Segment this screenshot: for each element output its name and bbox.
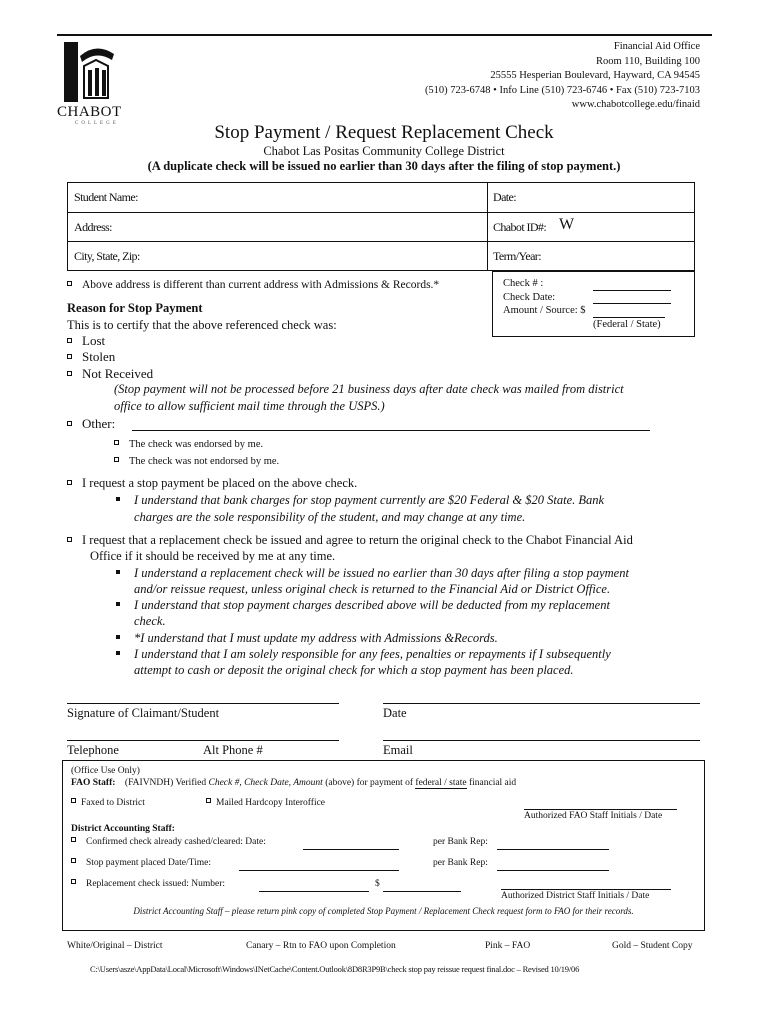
fao-initials-label: Authorized FAO Staff Initials / Date	[524, 811, 663, 821]
checkbox-icon[interactable]	[71, 858, 76, 863]
stolen-option[interactable]	[67, 349, 115, 365]
other-option[interactable]	[67, 416, 115, 432]
not-received-note-cont: office to allow sufficient mail time through the USPS.)	[114, 399, 385, 413]
checkbox-icon[interactable]	[71, 798, 76, 803]
not-received-note: (Stop payment will not be processed before 21 business days after date check was mailed from district	[114, 382, 624, 396]
logo-subword: COLLEGE	[75, 121, 119, 126]
per-bank-rep-label: per Bank Rep:	[433, 837, 488, 847]
faxed-option[interactable]	[71, 798, 145, 808]
signature-line[interactable]	[67, 703, 339, 704]
checkbox-icon[interactable]	[206, 798, 211, 803]
bullet-icon	[116, 570, 120, 574]
office-address	[425, 40, 700, 113]
logo-word: CHABOT	[57, 104, 122, 120]
address-field[interactable]: Address:	[74, 220, 112, 234]
signature-date-label: Date	[383, 706, 407, 720]
checkbox-icon[interactable]	[67, 371, 72, 376]
lost-option[interactable]	[67, 333, 105, 349]
other-reason-line[interactable]	[132, 430, 650, 431]
bullet-icon	[116, 602, 120, 606]
not-received-label: Not Received	[82, 366, 154, 381]
mailed-label: Mailed Hardcopy Interoffice	[216, 798, 326, 808]
request-replacement-option[interactable]	[67, 533, 633, 548]
office-use-box	[62, 760, 705, 931]
verified-post: (above) for payment of	[322, 778, 416, 788]
reason-intro: This is to certify that the above referenced check was:	[67, 318, 337, 332]
file-path: C:\Users\asze\AppData\Local\Microsoft\Windows\INetCache\Content.Outlook\8D8R3P9B\check stop pay reissue request final.doc – Revised 10/19/06	[90, 964, 580, 974]
signature-label: Signature of Claimant/Student	[67, 706, 220, 720]
check-date-line[interactable]	[593, 303, 671, 304]
bank-rep-line[interactable]	[497, 870, 609, 871]
stop-bullet	[116, 493, 604, 508]
checkbox-icon[interactable]	[114, 457, 119, 462]
check-number-line[interactable]	[593, 290, 671, 291]
not-received-option[interactable]	[67, 366, 153, 382]
checkbox-icon[interactable]	[67, 421, 72, 426]
address-line: Financial Aid Office	[613, 41, 700, 52]
amount-line[interactable]	[593, 317, 665, 318]
dollar-label: $	[375, 879, 380, 889]
replacement-issued-label: Replacement check issued: Number:	[86, 879, 226, 889]
copy-gold: Gold – Student Copy	[612, 941, 693, 951]
request-stop-option[interactable]	[67, 476, 357, 491]
per-bank-rep-label: per Bank Rep:	[433, 858, 488, 868]
lost-label: Lost	[82, 333, 106, 348]
table-row	[68, 183, 694, 212]
telephone-label: Telephone	[67, 743, 119, 757]
email-label: Email	[383, 743, 413, 757]
stop-placed-option[interactable]	[71, 858, 211, 868]
bullet-icon	[116, 651, 120, 655]
chabot-id-value: W	[559, 216, 575, 233]
form-subtitle: Chabot Las Positas Community College District	[263, 144, 505, 158]
request-stop-label: I request a stop payment be placed on the above check.	[82, 476, 358, 490]
form-title: Stop Payment / Request Replacement Check	[214, 122, 554, 143]
replacement-issued-option[interactable]	[71, 879, 225, 889]
replace-bullet-1	[116, 566, 629, 581]
responsibility-note-cont: attempt to cash or deposit the original check for which a stop payment has been placed.	[134, 663, 574, 677]
table-row	[68, 241, 694, 271]
replace-bullet-2	[116, 598, 610, 613]
telephone-line[interactable]	[67, 740, 339, 741]
address-line: (510) 723-6748 • Info Line (510) 723-6746 • Fax (510) 723-7103	[424, 84, 700, 96]
address-line: 25555 Hesperian Boulevard, Hayward, CA 94545	[490, 70, 700, 82]
verified-source: federal / state	[415, 778, 467, 788]
district-staff-label: District Accounting Staff:	[71, 824, 175, 834]
copy-pink: Pink – FAO	[485, 941, 531, 951]
address-different-option[interactable]	[67, 279, 439, 291]
student-info-table	[67, 182, 695, 271]
copy-white: White/Original – District	[67, 941, 163, 951]
fao-staff-label: FAO Staff:	[71, 778, 116, 788]
checkbox-icon[interactable]	[67, 480, 72, 485]
confirmed-cleared-label: Confirmed check already cashed/cleared: Date:	[86, 837, 266, 847]
bullet-icon	[116, 497, 120, 501]
student-name-field[interactable]: Student Name:	[74, 190, 138, 204]
amount-issued-line[interactable]	[383, 891, 461, 892]
website-link[interactable]: www.chabotcollege.edu/finaid	[571, 99, 700, 111]
endorsed-label: The check was endorsed by me.	[129, 439, 264, 450]
source-note: (Federal / State)	[593, 319, 661, 330]
copy-canary: Canary – Rtn to FAO upon Completion	[246, 941, 396, 951]
request-replacement-label: I request that a replacement check be issued and agree to return the original check to the Chabot Financial Aid	[82, 533, 633, 547]
checkbox-icon[interactable]	[71, 879, 76, 884]
city-state-zip-field[interactable]: City, State, Zip:	[74, 249, 140, 263]
verified-end: financial aid	[466, 778, 517, 788]
faxed-label: Faxed to District	[81, 798, 145, 808]
mailed-option[interactable]	[206, 798, 325, 808]
address-different-label: Above address is different than current address with Admissions & Records.*	[82, 279, 440, 291]
check-number-issued-line[interactable]	[259, 891, 369, 892]
bank-charges-note: I understand that bank charges for stop payment currently are $20 Federal & $20 State. Bank	[134, 493, 605, 507]
term-year-field[interactable]: Term/Year:	[493, 249, 541, 263]
replacement-timing-note-cont: and/or reissue request, unless original check is returned to the Financial Aid or District Office.	[134, 582, 611, 596]
checkbox-icon[interactable]	[67, 281, 72, 286]
bullet-icon	[116, 635, 120, 639]
request-replacement-label-cont: Office if it should be received by me at any time.	[90, 549, 336, 563]
bank-charges-note-cont: charges are the sole responsibility of the student, and may change at any time.	[134, 510, 526, 524]
charges-deducted-note: I understand that stop payment charges described above will be deducted from my replacement	[134, 598, 610, 612]
reason-heading: Reason for Stop Payment	[67, 301, 203, 315]
cleared-date-line[interactable]	[303, 849, 399, 850]
check-details-box	[492, 271, 695, 337]
update-address-note: *I understand that I must update my address with Admissions &Records.	[134, 631, 498, 645]
endorsed-option[interactable]	[114, 439, 263, 450]
checkbox-icon[interactable]	[71, 837, 76, 842]
district-initials-label: Authorized District Staff Initials / Date	[501, 891, 650, 901]
fao-verification	[71, 778, 516, 789]
replace-bullet-3	[116, 631, 498, 646]
check-number-label: Check # :	[503, 278, 544, 289]
stop-placed-label: Stop payment placed Date/Time:	[86, 858, 211, 868]
chabot-id-field[interactable]: Chabot ID#:	[493, 220, 547, 234]
office-use-label: (Office Use Only)	[71, 766, 140, 776]
alt-phone-label: Alt Phone #	[203, 743, 263, 757]
confirmed-cleared-option[interactable]	[71, 837, 266, 847]
verified-items: Check #, Check Date, Amount	[208, 778, 323, 788]
stop-placed-datetime-line[interactable]	[239, 870, 399, 871]
return-pink-copy-note: District Accounting Staff – please return pink copy of completed Stop Payment / Replacement Check request form to FAO for their records.	[133, 906, 634, 916]
address-line: Room 110, Building 100	[595, 55, 700, 67]
stolen-label: Stolen	[82, 349, 116, 364]
replacement-timing-note: I understand a replacement check will be issued no earlier than 30 days after filing a stop payment	[134, 566, 629, 580]
verified-pre: (FAIVNDH) Verified	[124, 778, 209, 788]
replace-bullet-4	[116, 647, 611, 662]
duplicate-notice: (A duplicate check will be issued no earlier than 30 days after the filing of stop payment.)	[147, 159, 621, 173]
district-initials-line[interactable]	[501, 889, 671, 890]
not-endorsed-option[interactable]	[114, 456, 279, 467]
charges-deducted-note-cont: check.	[134, 614, 166, 628]
bank-rep-line[interactable]	[497, 849, 609, 850]
checkbox-icon[interactable]	[114, 440, 119, 445]
date-line[interactable]	[383, 703, 700, 704]
fao-initials-line[interactable]	[524, 809, 677, 810]
responsibility-note: I understand that I am solely responsible for any fees, penalties or repayments if I subsequently	[134, 647, 611, 661]
amount-source-label: Amount / Source: $	[503, 305, 586, 316]
checkbox-icon[interactable]	[67, 537, 72, 542]
date-field[interactable]: Date:	[493, 190, 516, 204]
check-date-label: Check Date:	[503, 292, 556, 303]
not-endorsed-label: The check was not endorsed by me.	[129, 456, 280, 467]
checkbox-icon[interactable]	[67, 338, 72, 343]
other-label: Other:	[82, 416, 116, 431]
checkbox-icon[interactable]	[67, 354, 72, 359]
header-rule	[57, 34, 712, 36]
table-row	[68, 212, 694, 241]
email-line[interactable]	[383, 740, 700, 741]
